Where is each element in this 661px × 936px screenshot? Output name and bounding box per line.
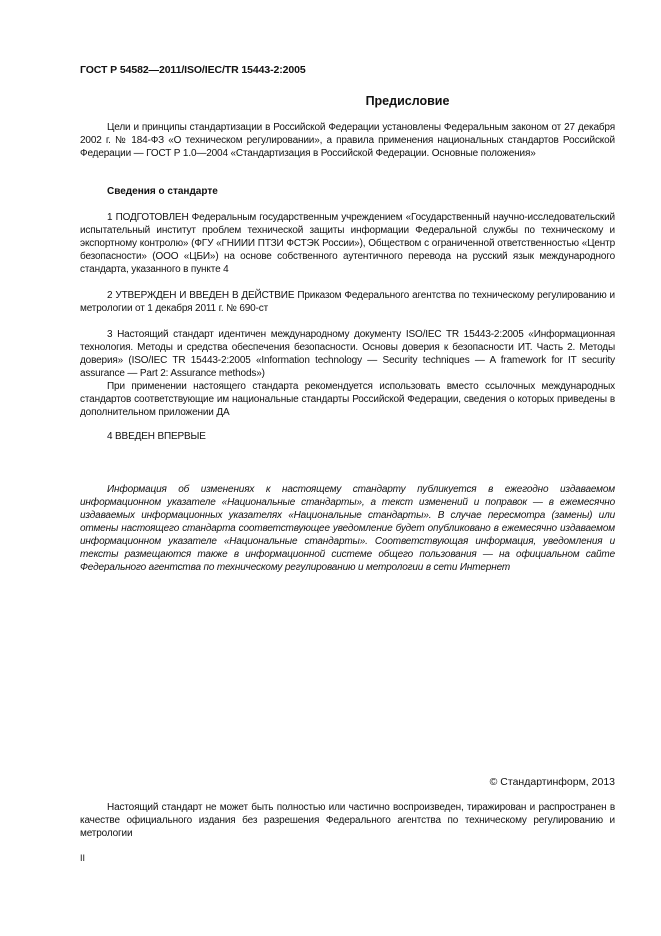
- copyright-line: © Стандартинформ, 2013: [489, 776, 615, 788]
- item-3-note-paragraph: При применении настоящего стандарта рекомендуется использовать вместо ссылочных международных стандартов соответствующие им национальные стандарты Российской Федерации, сведения о которых приведены в дополнительном приложении ДА: [80, 381, 615, 418]
- item-4-paragraph: 4 ВВЕДЕН ВПЕРВЫЕ: [107, 431, 206, 442]
- document-header-code: ГОСТ Р 54582—2011/ISO/IEC/TR 15443-2:2005: [80, 64, 306, 76]
- standard-info-heading: Сведения о стандарте: [107, 186, 218, 197]
- intro-paragraph: Цели и принципы стандартизации в Российской Федерации установлены Федеральным законом от 27 декабря 2002 г. № 184-ФЗ «О техническом регулировании», а правила применения национальных стандартов Российской Федерации — ГОСТ Р 1.0—2004 «Стандартизация в Российской Федерации. Основные положения»: [80, 122, 615, 159]
- page-number: II: [80, 853, 86, 863]
- reproduction-notice-paragraph: Настоящий стандарт не может быть полностью или частично воспроизведен, тиражирован и распространен в качестве официального издания без разрешения Федерального агентства по техническому регулированию и метрологии: [80, 802, 615, 839]
- changes-notice-paragraph: Информация об изменениях к настоящему стандарту публикуется в ежегодно издаваемом информационном указателе «Национальные стандарты», а текст изменений и поправок — в ежемесячно издаваемых информационных указателях «Национальные стандарты». В случае пересмотра (замены) или отмены настоящего стандарта соответствующее уведомление будет опубликовано в ежемесячно издаваемом информационном указателе «Национальные стандарты». Соответствующая информация, уведомления и тексты размещаются также в информационной системе общего пользования — на официальном сайте Федерального агентства по техническому регулированию и метрологии в сети Интернет: [80, 484, 615, 573]
- item-3-paragraph: 3 Настоящий стандарт идентичен международному документу ISO/IEC TR 15443-2:2005 «Информационная технология. Методы и средства обеспечения безопасности. Основы доверия к безопасности ИТ. Часть 2. Методы доверия» (ISO/IEC TR 15443-2:2005 «Information technology — Security techniques — A framework for IT security assurance — Part 2: Assurance methods»): [80, 329, 615, 379]
- item-1-paragraph: 1 ПОДГОТОВЛЕН Федеральным государственным учреждением «Государственный научно-исследовательский испытательный институт проблем технической защиты информации Федеральной службы по техническому и экспортному контролю» (ФГУ «ГНИИИ ПТЗИ ФСТЭК России»), Обществом с ограниченной ответственностью «Центр безопасности» (ООО «ЦБИ») на основе собственного аутентичного перевода на русский язык международного стандарта, указанного в пункте 4: [80, 212, 615, 275]
- page-title: Предисловие: [365, 94, 450, 108]
- item-2-paragraph: 2 УТВЕРЖДЕН И ВВЕДЕН В ДЕЙСТВИЕ Приказом Федерального агентства по техническому регулированию и метрологии от 1 декабря 2011 г. № 690-ст: [80, 290, 615, 314]
